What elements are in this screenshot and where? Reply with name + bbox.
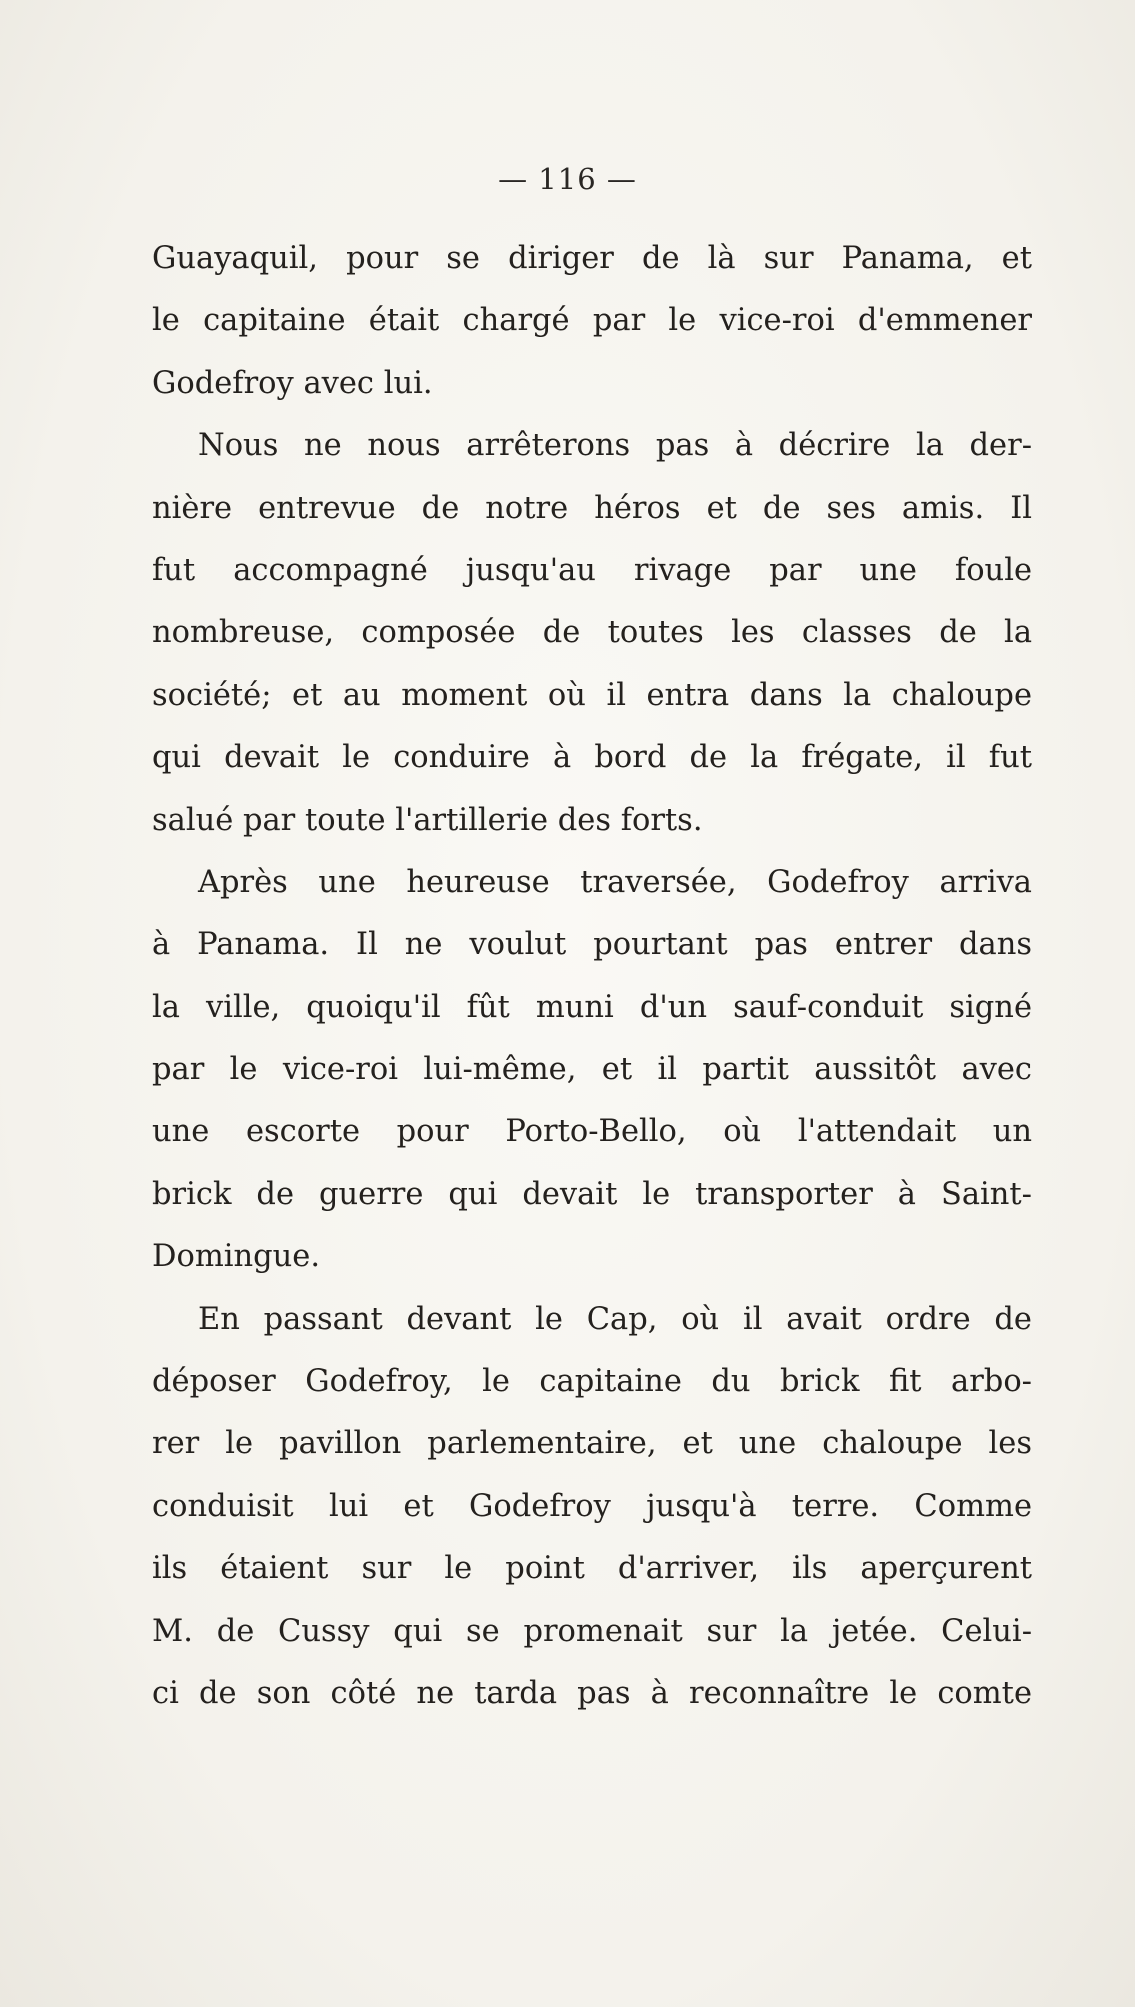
text-line: fut accompagné jusqu'au rivage par une foule: [152, 552, 1032, 588]
text-line: par le vice-roi lui-même, et il partit aussitôt avec: [152, 1052, 1032, 1088]
text-line: ci de son côté ne tarda pas à reconnaître le comte: [152, 1675, 1032, 1711]
text-line: Après une heureuse traversée, Godefroy arriva: [198, 864, 1032, 900]
text-line: nombreuse, composée de toutes les classes de la: [152, 615, 1032, 651]
text-line: Godefroy avec lui.: [152, 365, 433, 401]
text-line: à Panama. Il ne voulut pourtant pas entrer dans: [152, 927, 1032, 963]
text-line: salué par toute l'artillerie des forts.: [152, 802, 703, 838]
text-line: Nous ne nous arrêterons pas à décrire la der-: [198, 428, 1032, 464]
text-line: Domingue.: [152, 1239, 321, 1275]
text-line: brick de guerre qui devait le transporter à Saint-: [152, 1176, 1032, 1212]
text-line: qui devait le conduire à bord de la frégate, il fut: [152, 740, 1032, 776]
text-line: la ville, quoiqu'il fût muni d'un sauf-conduit signé: [152, 989, 1032, 1025]
body-text: [152, 228, 1032, 1725]
text-line: déposer Godefroy, le capitaine du brick fit arbo-: [152, 1364, 1032, 1400]
text-line: M. de Cussy qui se promenait sur la jetée. Celui-: [152, 1613, 1032, 1649]
text-line: le capitaine était chargé par le vice-roi d'emmener: [152, 303, 1032, 339]
text-line: nière entrevue de notre héros et de ses amis. Il: [152, 490, 1032, 526]
text-line: société; et au moment où il entra dans la chaloupe: [152, 677, 1032, 713]
text-line: une escorte pour Porto-Bello, où l'attendait un: [152, 1114, 1032, 1150]
page-number: — 116 —: [498, 162, 637, 196]
text-line: En passant devant le Cap, où il avait ordre de: [198, 1301, 1032, 1337]
text-line: ils étaient sur le point d'arriver, ils aperçurent: [152, 1551, 1032, 1587]
text-line: rer le pavillon parlementaire, et une chaloupe les: [152, 1426, 1032, 1462]
text-line: conduisit lui et Godefroy jusqu'à terre. Comme: [152, 1488, 1032, 1524]
text-line: Guayaquil, pour se diriger de là sur Panama, et: [152, 241, 1032, 276]
